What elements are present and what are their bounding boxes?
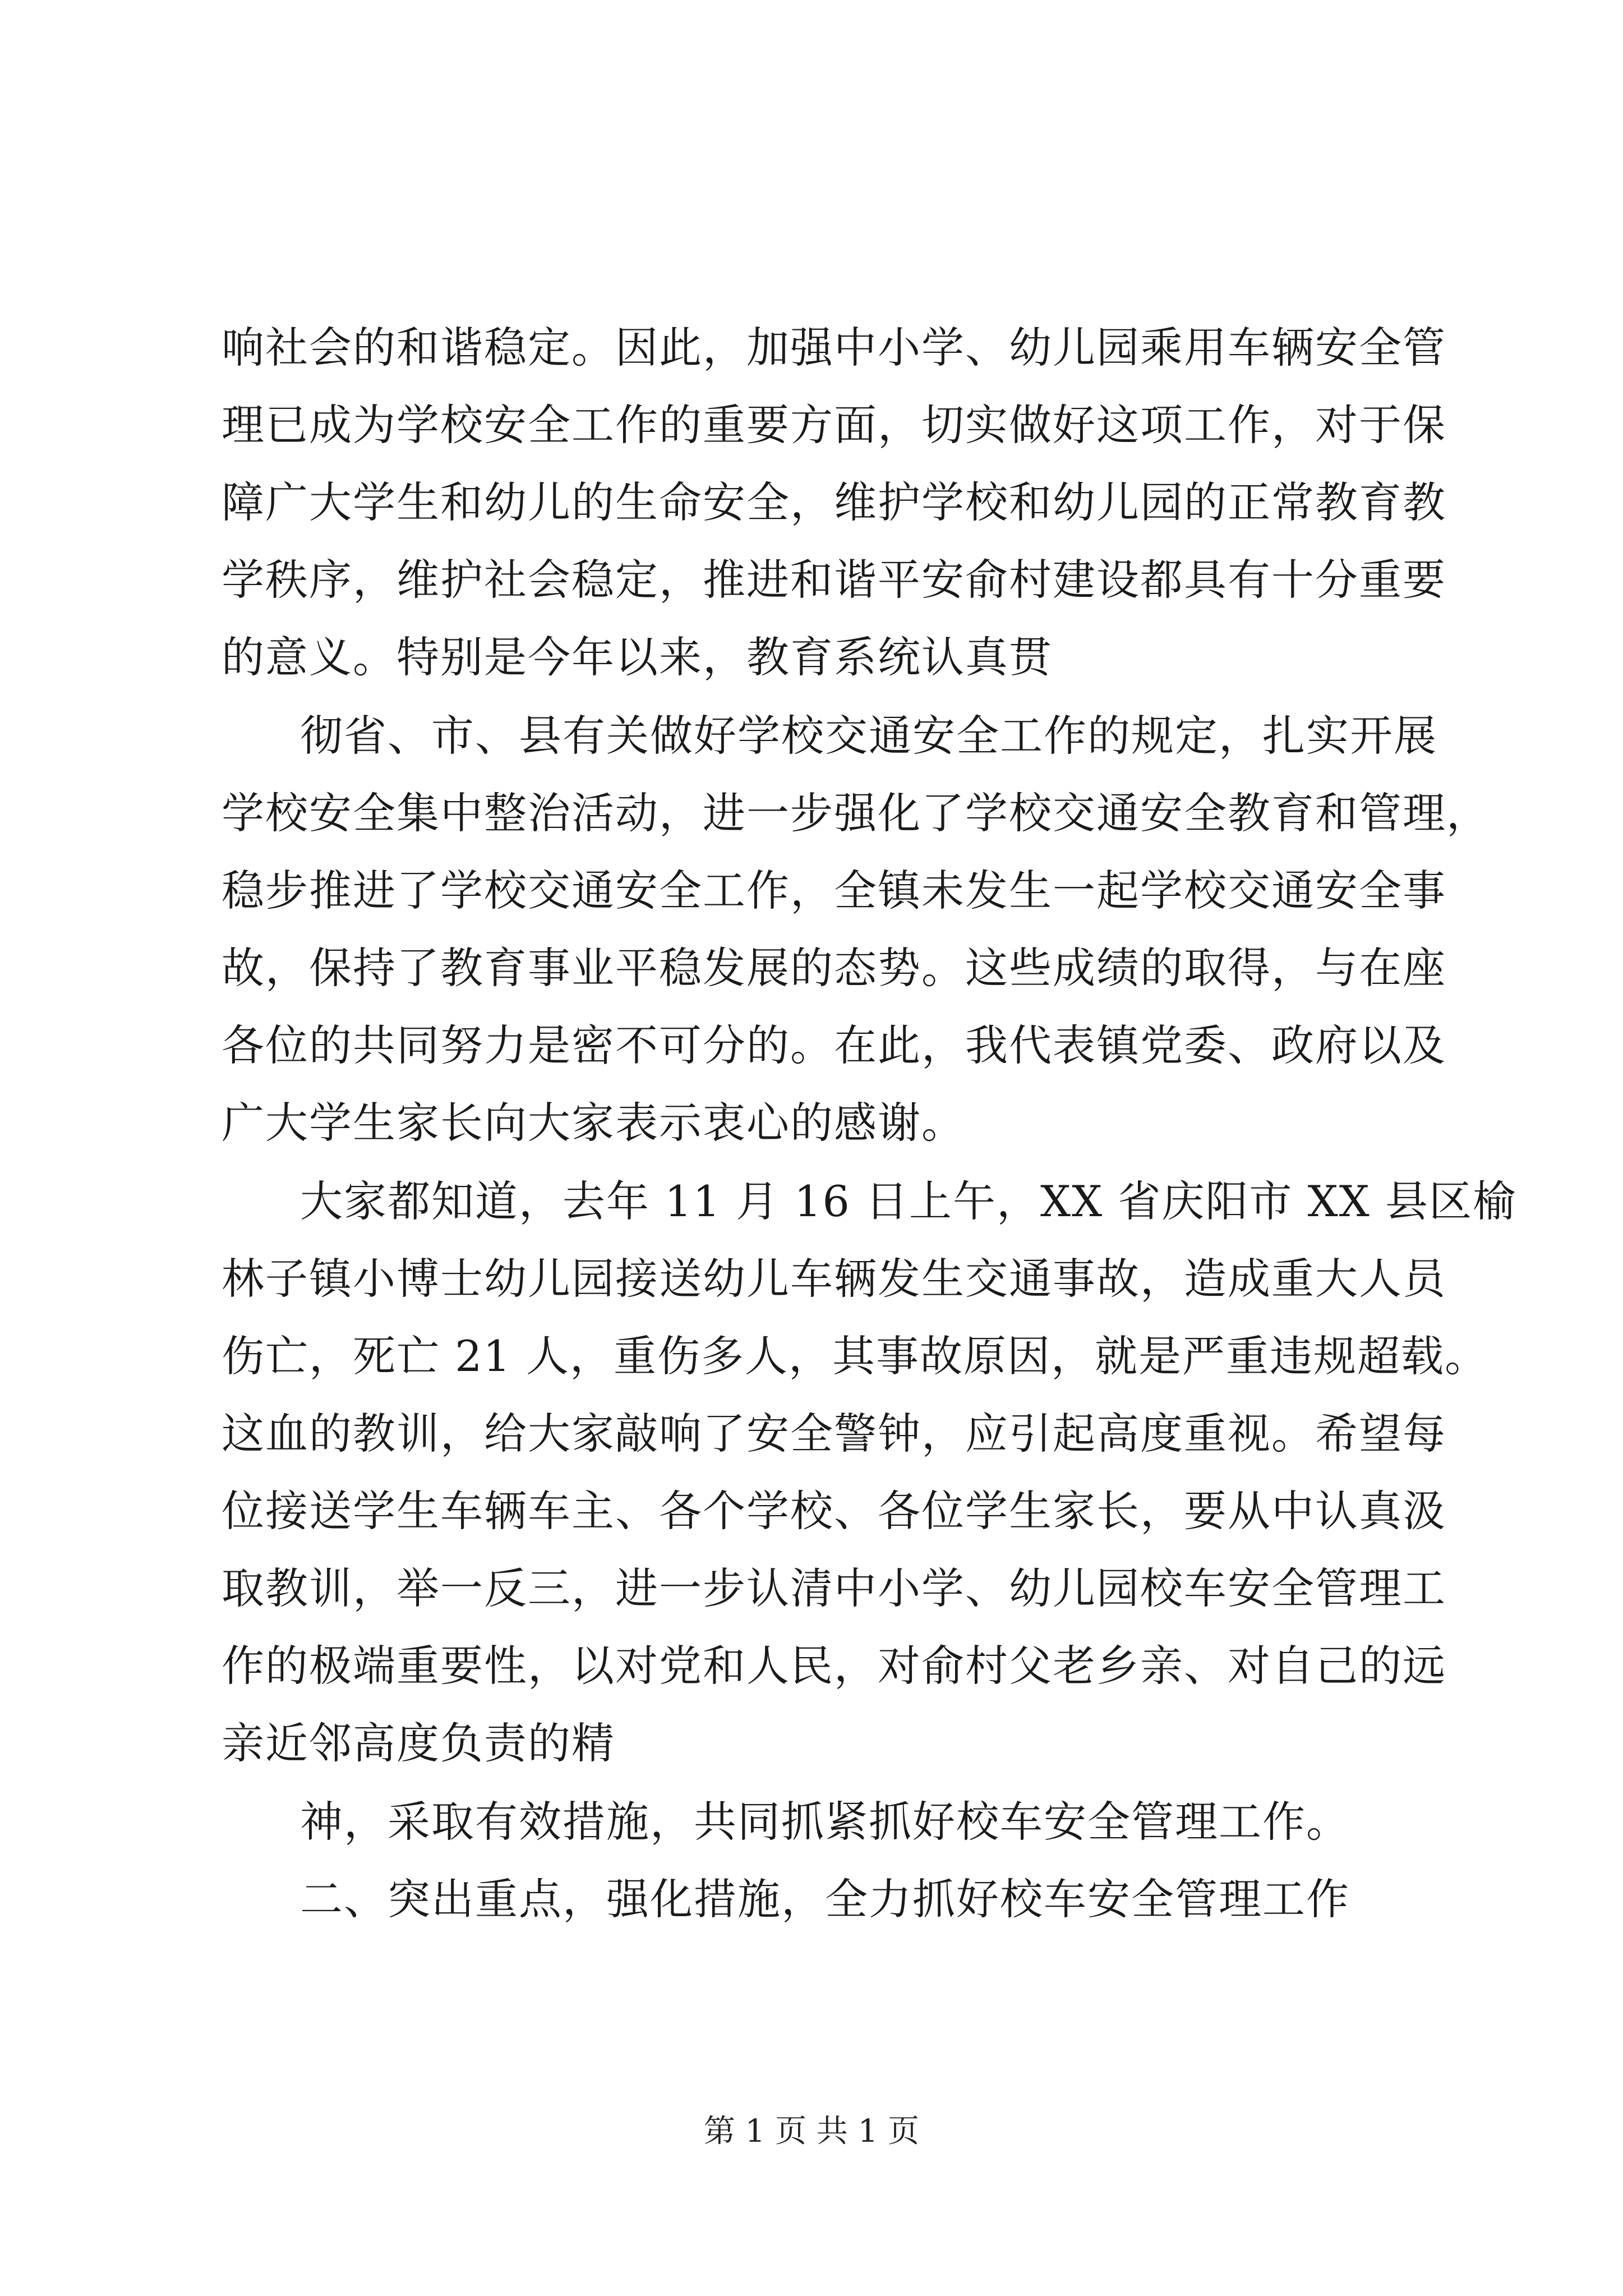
text-line: 这血的教训，给大家敲响了安全警钟，应引起高度重视。希望每 xyxy=(222,1409,1446,1458)
text-line: 学秩序，维护社会稳定，推进和谐平安俞村建设都具有十分重要 xyxy=(222,555,1446,605)
text-line: 林子镇小博士幼儿园接送幼儿车辆发生交通事故，造成重大人员 xyxy=(222,1254,1446,1304)
text-line: 理已成为学校安全工作的重要方面，切实做好这项工作，对于保 xyxy=(222,400,1446,450)
page-footer: 第 1 页 共 1 页 xyxy=(703,2113,920,2150)
paragraph-first-line: 神，采取有效措施，共同抓紧抓好校车安全管理工作。 xyxy=(300,1797,1350,1847)
paragraph-first-line: 大家都知道，去年 11 月 16 日上午，XX 省庆阳市 XX 县区榆 xyxy=(300,1176,1516,1226)
text-line: 作的极端重要性，以对党和人民，对俞村父老乡亲、对自己的远 xyxy=(222,1641,1446,1691)
text-line: 位接送学生车辆车主、各个学校、各位学生家长，要从中认真汲 xyxy=(222,1486,1446,1536)
text-line: 障广大学生和幼儿的生命安全，维护学校和幼儿园的正常教育教 xyxy=(222,477,1446,527)
paragraph-first-line: 彻省、市、县有关做好学校交通安全工作的规定，扎实开展 xyxy=(300,711,1437,761)
text-line: 学校安全集中整治活动，进一步强化了学校交通安全教育和管理， xyxy=(222,788,1490,838)
text-line: 响社会的和谐稳定。因此，加强中小学、幼儿园乘用车辆安全管 xyxy=(222,323,1446,372)
text-line: 稳步推进了学校交通安全工作，全镇未发生一起学校交通安全事 xyxy=(222,866,1446,915)
text-line: 伤亡，死亡 21 人，重伤多人，其事故原因，就是严重违规超载。 xyxy=(222,1331,1489,1381)
section-heading: 二、突出重点，强化措施，全力抓好校车安全管理工作 xyxy=(300,1874,1350,1924)
text-line: 取教训，举一反三，进一步认清中小学、幼儿园校车安全管理工 xyxy=(222,1563,1446,1613)
text-line: 亲近邻高度负责的精 xyxy=(222,1718,615,1768)
text-line: 故，保持了教育事业平稳发展的态势。这些成绩的取得，与在座 xyxy=(222,943,1446,993)
text-line: 的意义。特别是今年以来，教育系统认真贯 xyxy=(222,632,1053,682)
text-line: 各位的共同努力是密不可分的。在此，我代表镇党委、政府以及 xyxy=(222,1020,1446,1070)
text-line: 广大学生家长向大家表示衷心的感谢。 xyxy=(222,1098,965,1148)
